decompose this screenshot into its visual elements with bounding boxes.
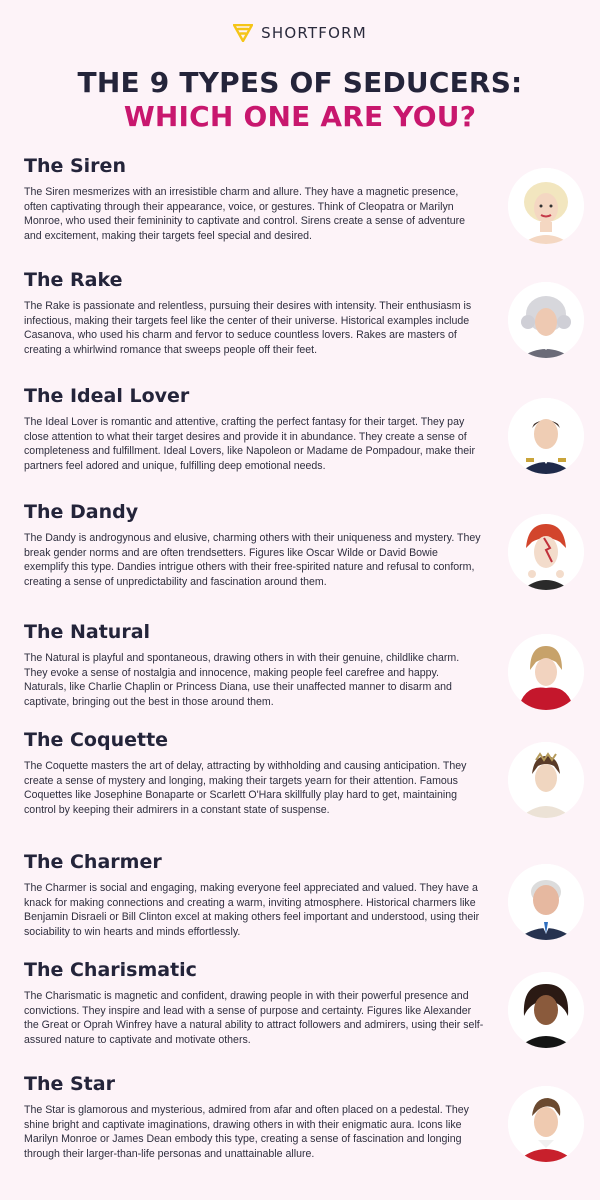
natural-portrait (508, 634, 584, 710)
title-line-1: THE 9 TYPES OF SEDUCERS: (77, 66, 523, 99)
shortform-logo-icon (233, 24, 253, 42)
section-heading: The Charismatic (24, 959, 197, 981)
section-heading: The Coquette (24, 729, 169, 751)
charismatic-portrait (508, 972, 584, 1048)
section-coquette (24, 728, 584, 817)
section-heading: The Rake (24, 269, 123, 291)
section-charismatic (24, 958, 584, 1047)
section-body: The Natural is playful and spontaneous, drawing others in with their genuine, childlike charm. They evoke a sense of nostalgia and innocence, making people feel carefree and happy. Naturals, like Charlie Chaplin or Princess Diana, use their unaffected manner to disarm and captivate, bringing out the best in those around them. (24, 652, 460, 708)
section-body: The Ideal Lover is romantic and attentive, crafting the perfect fantasy for their target. They pay close attention to what their target desires and provide it in abundance. They create a sense of completeness and fulfillment. Ideal Lovers, like Napoleon or Madame de Pompadour, make their partners feel adored and unique, fulfilling deep emotional needs. (24, 416, 476, 472)
section-body: The Rake is passionate and relentless, pursuing their desires with intensity. Their enthusiasm is infectious, making their targets feel like the center of their universe. Historical examples include Casanova, who used his charm and fervor to seduce countless lovers. Rakes are masters of creating a whirlwind romance that sweeps people off their feet. (24, 300, 472, 356)
section-natural (24, 620, 584, 709)
brand-header (0, 24, 600, 42)
section-dandy (24, 500, 584, 589)
section-heading: The Ideal Lover (24, 385, 190, 407)
coquette-portrait (508, 742, 584, 818)
section-heading: The Natural (24, 621, 151, 643)
dandy-portrait (508, 514, 584, 590)
brand-name: SHORTFORM (261, 24, 367, 42)
section-star (24, 1072, 584, 1161)
section-heading: The Star (24, 1073, 115, 1095)
section-body: The Dandy is androgynous and elusive, charming others with their uniqueness and mystery. They break gender norms and are often trendsetters. Figures like Oscar Wilde or David Bowie exemplify this type. Dandies intrigue others with their free-spirited nature and refusal to conform, creating a sense of unpredictability and fascination around them. (24, 532, 481, 588)
section-heading: The Dandy (24, 501, 139, 523)
section-body: The Siren mesmerizes with an irresistible charm and allure. They have a magnetic presence, often captivating through their appearance, voice, or gestures. Think of Cleopatra or Marilyn Monroe, who used their femininity to captivate and control. Sirens create a sense of adventure and excitement, making their targets feel special and desired. (24, 186, 466, 242)
section-body: The Coquette masters the art of delay, attracting by withholding and causing anticipation. They create a sense of mystery and longing, making their targets yearn for their attention. Famous Coquettes like Josephine Bonaparte or Scarlett O'Hara skillfully play hard to get, maintaining control by keeping their admirers in a constant state of suspense. (24, 760, 467, 816)
siren-portrait (508, 168, 584, 244)
rake-portrait (508, 282, 584, 358)
section-ideal-lover (24, 384, 584, 473)
ideal-lover-portrait (508, 398, 584, 474)
section-body: The Charismatic is magnetic and confident, drawing people in with their powerful presence and convictions. They inspire and lead with a sense of purpose and certainty. Figures like Alexander the Great or Oprah Winfrey have a natural ability to attract followers and admirers, using their self-assured nature to captivate and motivate others. (24, 990, 484, 1046)
section-rake (24, 268, 584, 357)
page-title (0, 66, 600, 134)
section-body: The Star is glamorous and mysterious, admired from afar and often placed on a pedestal. They shine bright and captivate imaginations, drawing others in with their enigmatic aura. Icons like Marilyn Monroe or James Dean embody this type, creating a sense of fascination and longing through their larger-than-life personas and unattainable allure. (24, 1104, 469, 1160)
section-charmer (24, 850, 584, 939)
section-siren (24, 154, 584, 243)
title-line-2: WHICH ONE ARE YOU? (123, 100, 477, 133)
charmer-portrait (508, 864, 584, 940)
section-body: The Charmer is social and engaging, making everyone feel appreciated and valued. They have a knack for making connections and creating a warm, inviting atmosphere. Historical charmers like Benjamin Disraeli or Bill Clinton excel at making others feel important and understood, using their sociability to win hearts and minds effortlessly. (24, 882, 480, 938)
star-portrait (508, 1086, 584, 1162)
section-heading: The Charmer (24, 851, 162, 873)
section-heading: The Siren (24, 155, 126, 177)
